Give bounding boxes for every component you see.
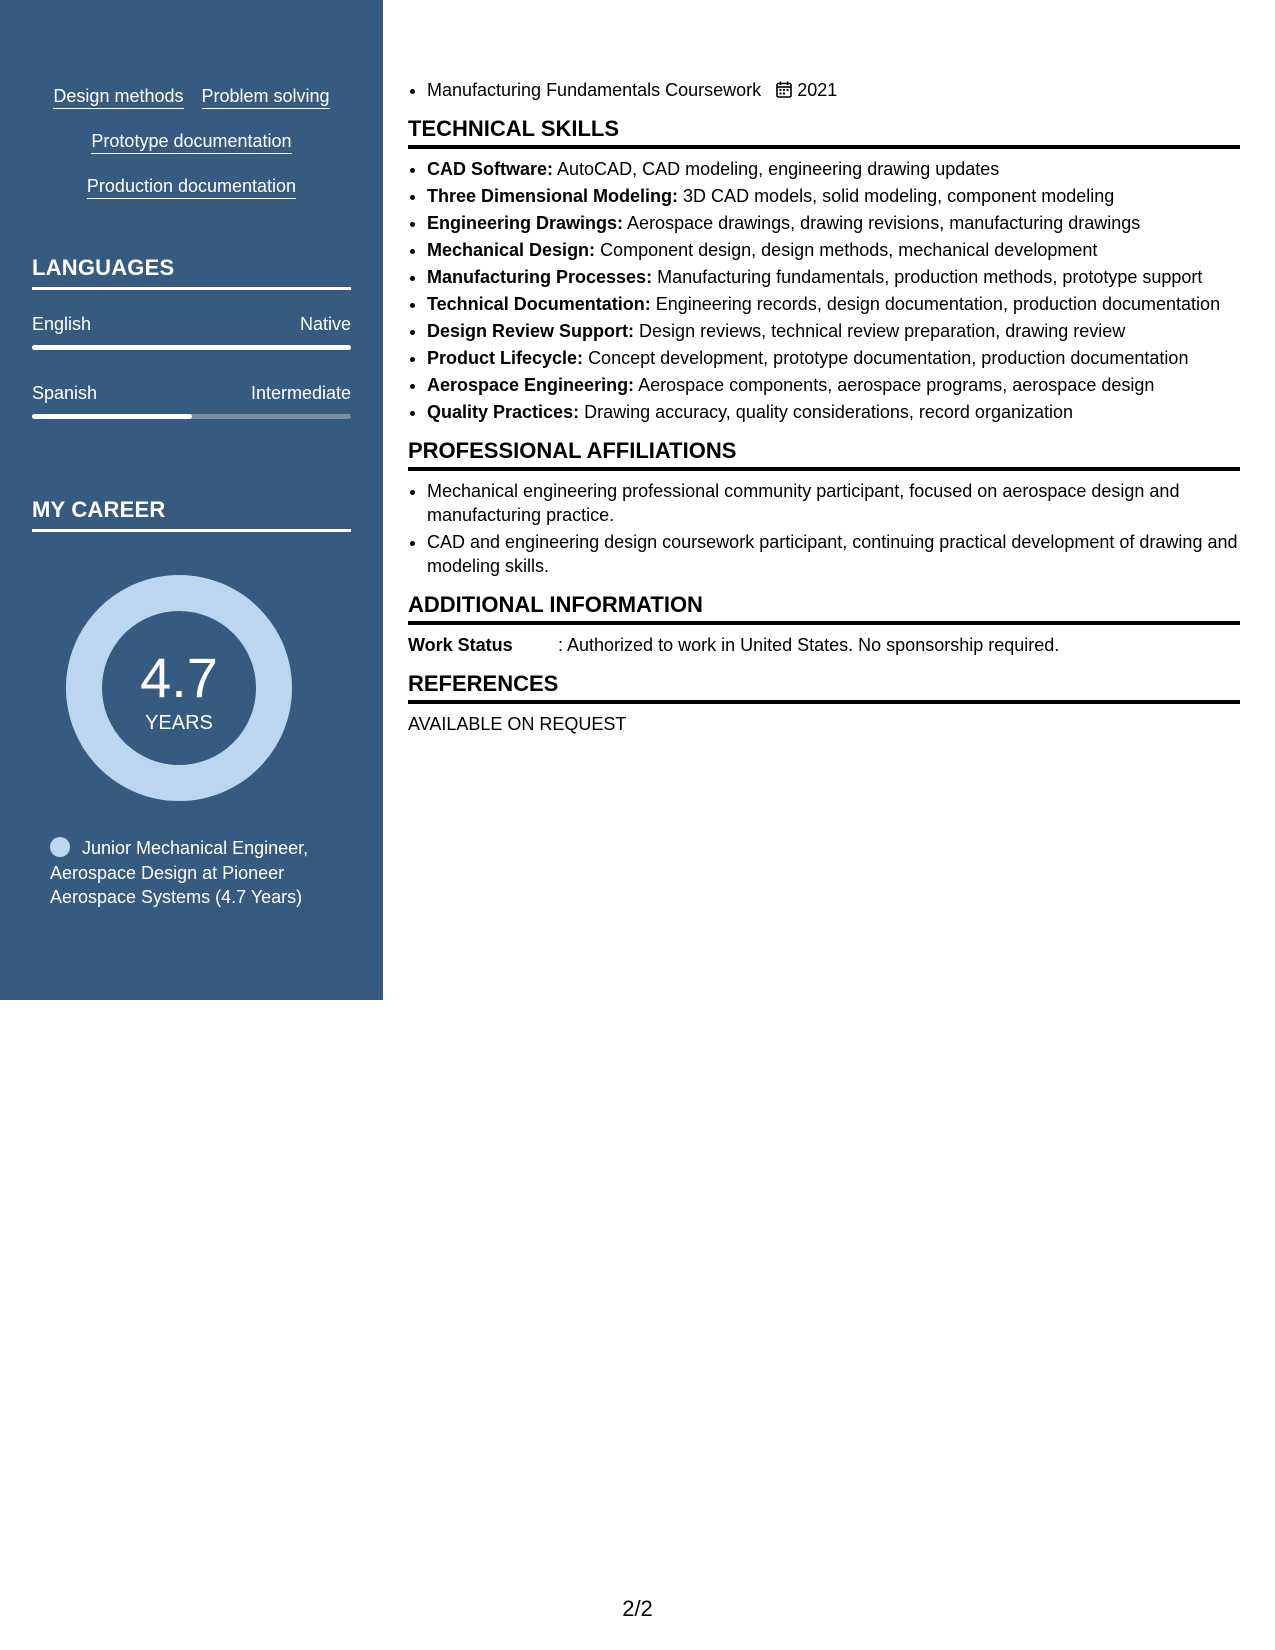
calendar-icon xyxy=(776,81,792,98)
skill-label: Technical Documentation: xyxy=(427,294,651,314)
list-item xyxy=(427,184,1240,208)
language-level: Native xyxy=(299,314,351,334)
list-item: • Mechanical engineering professional community participant, focused on aerospace design and manufacturing practice. xyxy=(427,479,1240,527)
list-item xyxy=(427,211,1240,235)
list-item xyxy=(427,346,1240,370)
additional-info-heading: ADDITIONAL INFORMATION xyxy=(408,592,1240,625)
career-item-text: Junior Mechanical Engineer, Aerospace Design at Pioneer Aerospace Systems (4.7 Years) xyxy=(50,838,309,907)
skill-label: Engineering Drawings: xyxy=(427,213,624,233)
list-item xyxy=(427,400,1240,424)
skill-label: Aerospace Engineering: xyxy=(427,375,635,395)
language-name: English xyxy=(32,314,92,334)
skill-text: AutoCAD, CAD modeling, engineering drawing updates xyxy=(557,159,1000,179)
career-heading: MY CAREER xyxy=(32,497,351,532)
career-unit: YEARS xyxy=(145,712,213,734)
skill-text: Aerospace components, aerospace programs, aerospace design xyxy=(638,375,1155,395)
skill-text: Design reviews, technical review preparation, drawing review xyxy=(639,321,1126,341)
list-item xyxy=(427,265,1240,289)
skill-label: CAD Software: xyxy=(427,159,554,179)
technical-skills-heading: TECHNICAL SKILLS xyxy=(408,116,1240,149)
language-level: Intermediate xyxy=(250,383,351,403)
career-donut xyxy=(66,575,292,801)
skill-tags xyxy=(0,86,383,221)
sidebar xyxy=(0,0,383,1000)
coursework-title: Manufacturing Fundamentals Coursework xyxy=(427,80,762,100)
skill-row xyxy=(0,131,383,154)
main-content xyxy=(408,78,1240,736)
career-item xyxy=(50,836,340,910)
language-bar-fill xyxy=(32,345,351,350)
technical-skills-list xyxy=(408,157,1240,424)
languages-heading: LANGUAGES xyxy=(32,255,351,290)
work-status-value: : Authorized to work in United States. No sponsorship required. xyxy=(558,635,1060,655)
skill-label: Product Lifecycle: xyxy=(427,348,584,368)
skill-label: Mechanical Design: xyxy=(427,240,596,260)
skill-text: Component design, design methods, mechanical development xyxy=(600,240,1098,260)
skill-text: Manufacturing fundamentals, production methods, prototype support xyxy=(657,267,1203,287)
skill-label: Three Dimensional Modeling: xyxy=(427,186,679,206)
skill-row xyxy=(0,86,383,109)
list-item xyxy=(427,157,1240,181)
affiliations-list xyxy=(408,479,1240,578)
language-bar xyxy=(32,414,351,419)
list-item xyxy=(427,292,1240,316)
skill-text: Concept development, prototype documentation, production documentation xyxy=(588,348,1189,368)
coursework-year: 2021 xyxy=(797,80,838,100)
coursework-item xyxy=(427,78,1240,102)
list-item xyxy=(427,319,1240,343)
list-item xyxy=(427,373,1240,397)
language-bar xyxy=(32,345,351,350)
affiliations-heading: PROFESSIONAL AFFILIATIONS xyxy=(408,438,1240,471)
skill-row xyxy=(0,176,383,199)
language-english xyxy=(32,314,351,350)
language-name: Spanish xyxy=(32,383,98,403)
skill-label: Manufacturing Processes: xyxy=(427,267,653,287)
skill-tag: Problem solving xyxy=(202,86,330,109)
coursework-list xyxy=(408,78,1240,102)
skill-text: Aerospace drawings, drawing revisions, manufacturing drawings xyxy=(627,213,1141,233)
skill-text: Drawing accuracy, quality considerations, record organization xyxy=(584,402,1074,422)
work-status-row xyxy=(408,633,1240,657)
skill-label: Quality Practices: xyxy=(427,402,580,422)
skill-tag: Design methods xyxy=(53,86,183,109)
references-heading: REFERENCES xyxy=(408,671,1240,704)
skill-tag: Production documentation xyxy=(87,176,296,199)
list-item: • CAD and engineering design coursework participant, continuing practical development of drawing and modeling skills. xyxy=(427,530,1240,578)
skill-label: Design Review Support: xyxy=(427,321,635,341)
circle-icon xyxy=(50,837,70,857)
page-number: 2/2 xyxy=(622,1596,653,1621)
skill-text: Engineering records, design documentation, production documentation xyxy=(655,294,1221,314)
career-years: 4.7 xyxy=(140,646,218,709)
references-text: AVAILABLE ON REQUEST xyxy=(408,714,627,734)
skill-tag: Prototype documentation xyxy=(91,131,291,154)
skill-text: 3D CAD models, solid modeling, component modeling xyxy=(683,186,1115,206)
language-bar-fill xyxy=(32,414,192,419)
work-status-label: Work Status xyxy=(408,635,513,655)
list-item xyxy=(427,238,1240,262)
language-spanish xyxy=(32,383,351,419)
